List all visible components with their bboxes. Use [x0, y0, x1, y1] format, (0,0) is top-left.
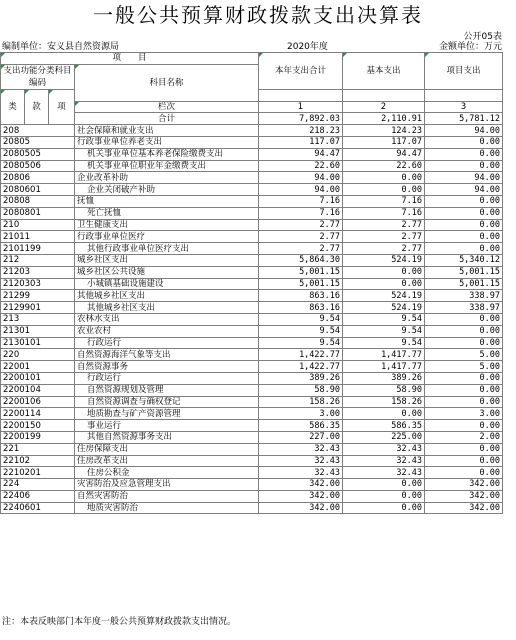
table-row: [1, 431, 503, 443]
row-project: 0.00: [425, 160, 503, 172]
row-basic: 0.00: [343, 502, 425, 514]
row-code: 2080801: [1, 207, 75, 219]
row-project: 338.97: [425, 290, 503, 302]
row-code: 22102: [1, 455, 75, 467]
table-row: [1, 313, 503, 325]
header-xiang: 项: [49, 89, 75, 124]
row-total: 1,422.77: [259, 361, 343, 373]
row-basic: 124.23: [343, 125, 425, 137]
row-project: 342.00: [425, 502, 503, 514]
column-index-label: 栏次: [75, 101, 259, 113]
row-total: 58.90: [259, 384, 343, 396]
row-code: 20808: [1, 195, 75, 207]
row-code: 21299: [1, 290, 75, 302]
row-code: 210: [1, 219, 75, 231]
row-code: 2080505: [1, 148, 75, 160]
header-lei: 类: [1, 89, 25, 124]
row-code: 2240601: [1, 502, 75, 514]
row-code: 22001: [1, 361, 75, 373]
row-basic: 32.43: [343, 455, 425, 467]
row-basic: 389.26: [343, 372, 425, 384]
row-project: 342.00: [425, 490, 503, 502]
row-basic: 9.54: [343, 325, 425, 337]
table-row: [1, 243, 503, 255]
row-name: 行政事业单位医疗: [75, 231, 259, 243]
row-code: 2200114: [1, 408, 75, 420]
header-spacer-basic: [343, 89, 425, 101]
row-basic: 586.35: [343, 420, 425, 432]
row-basic: 9.54: [343, 337, 425, 349]
row-project: 0.00: [425, 420, 503, 432]
row-project: 0.00: [425, 467, 503, 479]
row-code: 2200150: [1, 420, 75, 432]
row-project: 0.00: [425, 195, 503, 207]
table-row: [1, 384, 503, 396]
row-project: 0.00: [425, 396, 503, 408]
row-project: 0.00: [425, 136, 503, 148]
row-basic: 0.00: [343, 184, 425, 196]
header-project: 项目支出: [425, 53, 503, 90]
row-basic: 2.77: [343, 243, 425, 255]
row-total: 2.77: [259, 219, 343, 231]
row-project: 5.00: [425, 361, 503, 373]
header-total: 本年支出合计: [259, 53, 343, 90]
row-basic: 0.00: [343, 266, 425, 278]
row-name: 卫生健康支出: [75, 219, 259, 231]
row-name: 其他行政事业单位医疗支出: [75, 243, 259, 255]
row-name: 灾害防治及应急管理支出: [75, 479, 259, 491]
row-name: 住房改革支出: [75, 455, 259, 467]
row-code: 2120303: [1, 278, 75, 290]
row-project: 94.00: [425, 184, 503, 196]
row-total: 342.00: [259, 490, 343, 502]
row-total: 342.00: [259, 502, 343, 514]
row-code: 2200106: [1, 396, 75, 408]
row-total: 94.47: [259, 148, 343, 160]
row-basic: 0.00: [343, 490, 425, 502]
table-row: [1, 408, 503, 420]
row-code: 220: [1, 349, 75, 361]
row-code: 21011: [1, 231, 75, 243]
row-total: 863.16: [259, 290, 343, 302]
row-name: 机关事业单位职业年金缴费支出: [75, 160, 259, 172]
row-total: 158.26: [259, 396, 343, 408]
table-row: [1, 302, 503, 314]
row-total: 389.26: [259, 372, 343, 384]
total-amount: 7,892.03: [259, 113, 343, 125]
table-row: [1, 325, 503, 337]
row-code: 213: [1, 313, 75, 325]
row-basic: 0.00: [343, 408, 425, 420]
row-code: 212: [1, 254, 75, 266]
row-code: 224: [1, 479, 75, 491]
row-project: 5.00: [425, 349, 503, 361]
row-basic: 7.16: [343, 207, 425, 219]
row-project: 0.00: [425, 443, 503, 455]
row-project: 0.00: [425, 243, 503, 255]
total-label: 合计: [75, 113, 259, 125]
row-total: 3.00: [259, 408, 343, 420]
row-total: 863.16: [259, 302, 343, 314]
row-project: 94.00: [425, 125, 503, 137]
row-total: 218.23: [259, 125, 343, 137]
row-name: 自然资源事务: [75, 361, 259, 373]
row-name: 自然资源规划及管理: [75, 384, 259, 396]
row-total: 117.07: [259, 136, 343, 148]
row-name: 自然资源海洋气象等支出: [75, 349, 259, 361]
row-name: 机关事业单位基本养老保险缴费支出: [75, 148, 259, 160]
row-name: 企业关闭破产补助: [75, 184, 259, 196]
row-total: 5,864.30: [259, 254, 343, 266]
row-project: 5,001.15: [425, 266, 503, 278]
row-name: 城乡社区公共设施: [75, 266, 259, 278]
row-name: 企业改革补助: [75, 172, 259, 184]
table-row: [1, 184, 503, 196]
row-total: 2.77: [259, 243, 343, 255]
row-code: 208: [1, 125, 75, 137]
row-project: 342.00: [425, 479, 503, 491]
row-total: 32.43: [259, 455, 343, 467]
row-total: 94.00: [259, 172, 343, 184]
row-total: 94.00: [259, 184, 343, 196]
row-code: 2210201: [1, 467, 75, 479]
row-total: 2.77: [259, 231, 343, 243]
row-total: 9.54: [259, 337, 343, 349]
row-name: 抚恤: [75, 195, 259, 207]
row-name: 行政运行: [75, 372, 259, 384]
row-total: 342.00: [259, 479, 343, 491]
header-item: 项 目: [1, 53, 259, 65]
header-code-group: 支出功能分类科目编码: [1, 64, 75, 89]
header-kuan: 款: [25, 89, 49, 124]
row-code: 2129901: [1, 302, 75, 314]
row-code: 21301: [1, 325, 75, 337]
row-project: 0.00: [425, 455, 503, 467]
table-row: [1, 125, 503, 137]
row-basic: 7.16: [343, 195, 425, 207]
table-row: [1, 455, 503, 467]
row-project: 2.00: [425, 431, 503, 443]
row-project: 3.00: [425, 408, 503, 420]
table-row: [1, 136, 503, 148]
row-name: 行政事业单位养老支出: [75, 136, 259, 148]
expenditure-table: [0, 52, 503, 514]
row-total: 9.54: [259, 313, 343, 325]
table-row: [1, 420, 503, 432]
row-name: 农林水支出: [75, 313, 259, 325]
row-basic: 58.90: [343, 384, 425, 396]
row-project: 0.00: [425, 337, 503, 349]
row-basic: 0.00: [343, 278, 425, 290]
row-basic: 1,417.77: [343, 361, 425, 373]
row-basic: 524.19: [343, 290, 425, 302]
row-basic: 94.47: [343, 148, 425, 160]
row-name: 农业农村: [75, 325, 259, 337]
row-code: 21203: [1, 266, 75, 278]
table-row: [1, 160, 503, 172]
table-row: [1, 290, 503, 302]
header-name: 科目名称: [75, 64, 259, 101]
row-project: 0.00: [425, 384, 503, 396]
amount-unit: 金额单位：万元: [438, 42, 502, 52]
row-project: 338.97: [425, 302, 503, 314]
table-row: [1, 479, 503, 491]
row-code: 2200104: [1, 384, 75, 396]
table-row: [1, 349, 503, 361]
row-basic: 158.26: [343, 396, 425, 408]
table-row: [1, 172, 503, 184]
table-row: [1, 207, 503, 219]
row-name: 小城镇基础设施建设: [75, 278, 259, 290]
row-name: 其他城乡社区支出: [75, 290, 259, 302]
row-name: 住房保障支出: [75, 443, 259, 455]
row-basic: 22.60: [343, 160, 425, 172]
table-row: [1, 396, 503, 408]
column-index-3: 3: [425, 101, 503, 113]
organization-label: 编制单位：安义县自然资源局: [2, 42, 120, 52]
header-basic: 基本支出: [343, 53, 425, 90]
row-basic: 2.77: [343, 219, 425, 231]
row-name: 自然资源调查与确权登记: [75, 396, 259, 408]
row-name: 自然灾害防治: [75, 490, 259, 502]
row-total: 5,001.15: [259, 266, 343, 278]
total-basic: 2,110.91: [343, 113, 425, 125]
table-row: [1, 490, 503, 502]
row-total: 32.43: [259, 467, 343, 479]
row-project: 0.00: [425, 219, 503, 231]
row-project: 0.00: [425, 325, 503, 337]
row-total: 7.16: [259, 195, 343, 207]
row-name: 其他自然资源事务支出: [75, 431, 259, 443]
table-row: [1, 148, 503, 160]
fiscal-year: 2020年度: [287, 42, 328, 52]
row-code: 20806: [1, 172, 75, 184]
row-project: 94.00: [425, 172, 503, 184]
row-code: 2080601: [1, 184, 75, 196]
table-row: [1, 443, 503, 455]
row-name: 社会保障和就业支出: [75, 125, 259, 137]
row-project: 5,340.12: [425, 254, 503, 266]
row-basic: 1,417.77: [343, 349, 425, 361]
row-name: 死亡抚恤: [75, 207, 259, 219]
table-row: [1, 195, 503, 207]
table-row: [1, 372, 503, 384]
row-name: 事业运行: [75, 420, 259, 432]
table-row: [1, 337, 503, 349]
table-row: [1, 254, 503, 266]
row-project: 5,001.15: [425, 278, 503, 290]
row-basic: 2.77: [343, 231, 425, 243]
table-row: [1, 361, 503, 373]
row-code: 2130101: [1, 337, 75, 349]
row-project: 0.00: [425, 207, 503, 219]
column-index-1: 1: [259, 101, 343, 113]
row-name: 其他城乡社区支出: [75, 302, 259, 314]
total-project: 5,781.12: [425, 113, 503, 125]
row-total: 227.00: [259, 431, 343, 443]
row-total: 5,001.15: [259, 278, 343, 290]
report-title: 一般公共预算财政拨款支出决算表: [93, 3, 423, 27]
row-name: 地质灾害防治: [75, 502, 259, 514]
row-basic: 32.43: [343, 443, 425, 455]
row-project: 0.00: [425, 148, 503, 160]
row-code: 221: [1, 443, 75, 455]
row-basic: 9.54: [343, 313, 425, 325]
row-code: 22406: [1, 490, 75, 502]
table-row: [1, 231, 503, 243]
row-basic: 524.19: [343, 254, 425, 266]
table-row: [1, 219, 503, 231]
table-row: [1, 266, 503, 278]
row-basic: 0.00: [343, 479, 425, 491]
row-project: 0.00: [425, 372, 503, 384]
row-total: 32.43: [259, 443, 343, 455]
row-name: 住房公积金: [75, 467, 259, 479]
form-number: 公开05表: [463, 32, 502, 42]
row-code: 2200199: [1, 431, 75, 443]
row-name: 地质勘查与矿产资源管理: [75, 408, 259, 420]
footnote: 注：本表反映部门本年度一般公共预算财政拨款支出情况。: [2, 617, 237, 627]
report-meta: [2, 39, 502, 51]
table-row: [1, 278, 503, 290]
column-index-2: 2: [343, 101, 425, 113]
row-basic: 32.43: [343, 467, 425, 479]
row-code: 20805: [1, 136, 75, 148]
row-name: 行政运行: [75, 337, 259, 349]
row-total: 9.54: [259, 325, 343, 337]
header-spacer-total: [259, 89, 343, 101]
row-basic: 0.00: [343, 172, 425, 184]
header-spacer-project: [425, 89, 503, 101]
row-basic: 117.07: [343, 136, 425, 148]
table-row: [1, 467, 503, 479]
row-code: 2200101: [1, 372, 75, 384]
table-row: [1, 502, 503, 514]
row-total: 586.35: [259, 420, 343, 432]
row-basic: 524.19: [343, 302, 425, 314]
row-name: 城乡社区支出: [75, 254, 259, 266]
row-code: 2101199: [1, 243, 75, 255]
row-code: 2080506: [1, 160, 75, 172]
row-project: 0.00: [425, 231, 503, 243]
row-project: 0.00: [425, 313, 503, 325]
row-total: 22.60: [259, 160, 343, 172]
row-total: 7.16: [259, 207, 343, 219]
row-total: 1,422.77: [259, 349, 343, 361]
row-basic: 225.00: [343, 431, 425, 443]
